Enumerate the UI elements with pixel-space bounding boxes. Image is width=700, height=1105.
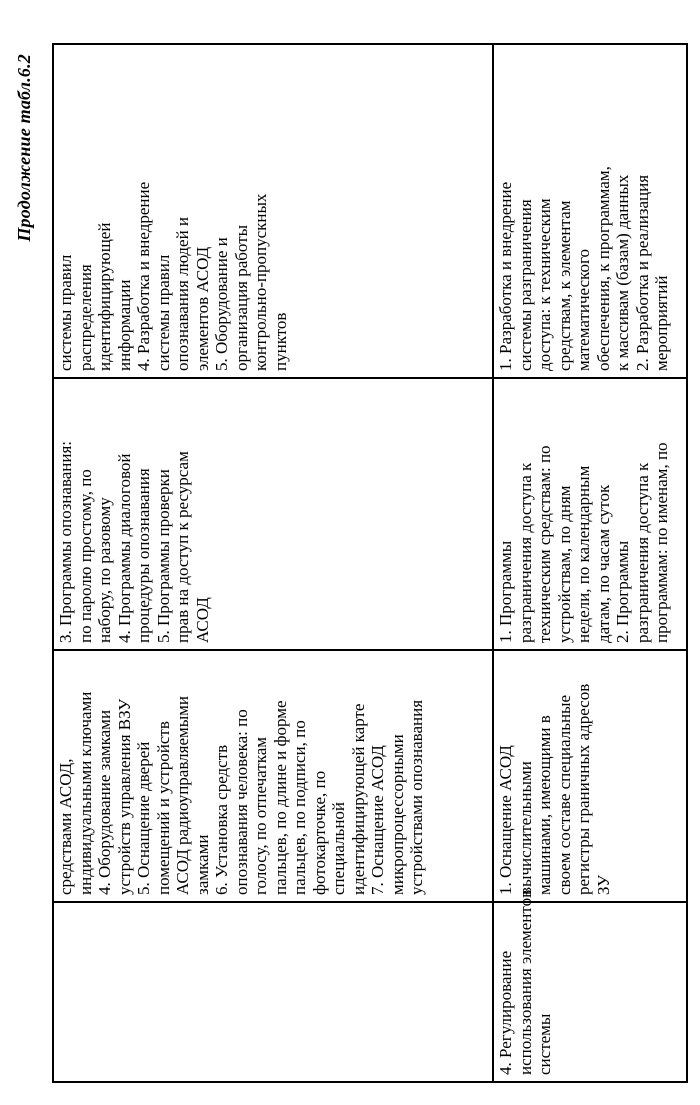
cell-text-line: математического [574,248,593,371]
cell-text-line: процедуры опознавания [134,468,153,643]
cell-text-line: доступа: к техническим [535,198,554,371]
cell-text-line: 5. Программы проверки [153,469,173,643]
cell-text-line: 4. Разработка и внедрение [134,181,153,371]
cell-text-line: специальной [329,801,348,895]
cell-text-line: идентифицирующей [95,222,114,371]
cell-text-line: устройствам, по дням [554,485,574,643]
cell-text-line: 1. Разработка и внедрение [496,181,515,371]
cell-text-line: элементов АСОД [192,246,212,371]
measures-table [52,43,688,1083]
cell-text-line: голосу, по отпечаткам [251,736,270,895]
cell-text-line: по паролю простому, по [75,469,95,643]
cell-text-line: 4. Оборудование замками [95,709,114,895]
cell-text-line: распределения [75,264,95,371]
cell-text-line: 5. Оборудование и [212,237,231,371]
cell-text-line: мероприятий [652,275,671,371]
cell-text-line: разграничения доступа к [632,462,652,643]
cell-row2-col1 [493,889,687,1082]
cell-text-line: организация работы [231,224,251,371]
cell-text-line: пунктов [270,312,290,371]
cell-text-line: 7. Оснащение АСОД [368,745,387,895]
cell-text-line: прав на доступ к ресурсам [173,451,192,643]
cell-text-line: обеспечения, к программам, [593,166,613,371]
cell-text-line: идентифицирующей карте [348,703,368,895]
cell-text-line: 2. Программы [613,540,632,643]
table-caption: Продолжение табл.6.2 [14,54,34,242]
cell-row1-col1 [53,902,493,1082]
cell-text-line: 6. Установка средств [212,744,231,895]
cell-text-line: 2. Разработка и реализация [632,174,652,371]
cell-text-line: АСОД [192,597,212,643]
cell-text-line: системы правил [153,254,173,371]
cell-text-line: системы разграничения [515,199,535,371]
cell-row1-col4 [53,44,493,378]
table-row [53,44,493,1082]
cell-text-line: набору, по разовому [95,497,114,643]
cell-row1-col3 [53,378,493,650]
cell-text-line: программам: по именам, по [652,442,671,643]
cell-text-line: вычислительными [515,761,535,895]
cell-text-line: опознавания человека: по [231,709,251,895]
cell-text-line: машинами, имеющими в [535,715,554,895]
cell-text-line: индивидуальными ключами [75,691,95,895]
cell-text-line: помещений и устройств [153,721,173,895]
cell-text-line: недели, по календарным [574,465,593,643]
cell-text-line: разграничения доступа к [515,462,535,643]
cell-text-line: 4. Программы диалоговой [114,453,134,643]
cell-text-line: микропроцессорными [387,734,407,895]
cell-text-line: устройствами опознавания [407,699,426,895]
cell-text-line: пальцев, по длине и форме [270,700,290,895]
cell-text-line: средствам, к элементам [554,200,574,371]
cell-text-line: пальцев, по подписи, по [290,720,309,895]
cell-row2-col4 [493,44,687,378]
cell-text-line: системы правил [56,254,75,371]
cell-text-line: 1. Программы [496,540,515,643]
cell-text-line: замками [192,834,212,895]
cell-text-line: техническим средствам: по [535,445,554,643]
cell-row2-col3 [493,378,687,650]
cell-text-line: 5. Оснащение дверей [134,741,153,895]
cell-text-line: АСОД радиоуправляемыми [173,695,192,895]
cell-text-line: своем составе специальные [554,694,574,895]
cell-text-line: средствами АСОД, [56,758,75,895]
cell-row2-col2 [493,650,687,902]
cell-text-line: 4. Регулирование [496,950,515,1075]
cell-row1-col2 [53,650,493,902]
table-row [493,44,687,1082]
cell-text-line: опознавания людей и [173,216,192,371]
cell-text-line: датам, по часам суток [593,484,613,643]
cell-text-line: ЗУ [593,874,613,895]
cell-text-line: 1. Оснащение АСОД [496,745,515,895]
cell-text-line: фотокарточке, по [309,770,329,895]
cell-text-line: регистры граничных адресов [574,683,593,895]
cell-text-line: информации [114,279,134,371]
cell-text-line: использования элементов [515,889,535,1075]
cell-text-line: устройств управления ВЗУ [114,698,134,895]
cell-text-line: 3. Программы опознавания: [56,440,75,643]
cell-text-line: системы [535,1013,554,1075]
cell-text-line: к массивам (базам) данных [613,174,632,371]
cell-text-line: контрольно-пропускных [251,193,270,371]
